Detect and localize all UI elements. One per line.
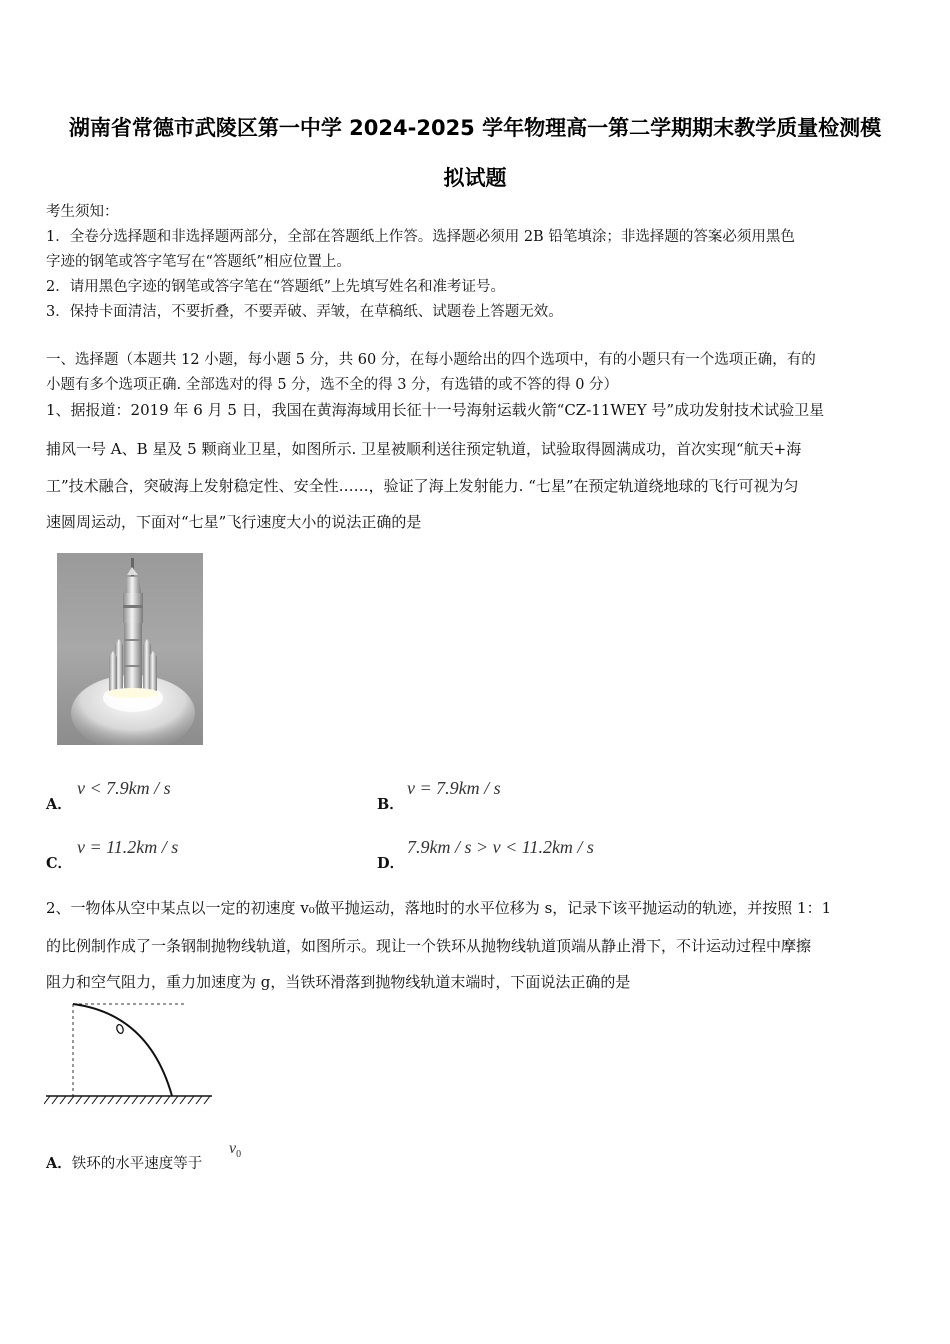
option-b-expression[interactable]: v = 7.9km / s: [407, 778, 501, 798]
option-c-letter: C．: [46, 855, 73, 872]
section-heading: 一、选择题（本题共 12 小题，每小题 5 分，共 60 分，在每小题给出的四个选项中，有的小题只有一个选项正确，有的: [46, 352, 816, 368]
section-heading: 小题有多个选项正确. 全部选对的得 5 分，选不全的得 3 分，有选错的或不答的得 0 分）: [46, 377, 619, 393]
rocket-launch-image: [57, 553, 203, 745]
notice-heading: 考生须知：: [46, 204, 119, 220]
velocity-symbol: v: [229, 1140, 237, 1157]
option-d-letter: D．: [377, 855, 405, 872]
q2-option-a-text: 铁环的水平速度等于: [71, 1156, 203, 1172]
question-1-text: 捕风一号 A、B 星及 5 颗商业卫星，如图所示. 卫星被顺利送往预定轨道，试验取得圆满成功，首次实现“航天+海: [46, 440, 802, 458]
notice-item: 1．全卷分选择题和非选择题两部分，全部在答题纸上作答。选择题必须用 2B 铅笔填涂；非选择题的答案必须用黑色: [46, 229, 795, 245]
question-1-text: 1、据报道：2019 年 6 月 5 日，我国在黄海海域用长征十一号海射运载火箭“CZ-11WEY 号”成功发射技术试验卫星: [46, 401, 825, 419]
question-2-text: 阻力和空气阻力，重力加速度为 g，当铁环滑落到抛物线轨道末端时，下面说法正确的是: [46, 973, 631, 991]
document-title-line-2: 拟试题: [443, 166, 507, 190]
option-c-expression[interactable]: v = 11.2km / s: [77, 837, 179, 857]
q2-option-a-letter: A．: [46, 1155, 72, 1172]
option-a-letter: A．: [46, 796, 72, 813]
q2-option-a[interactable]: [46, 1152, 202, 1173]
notice-item: 3．保持卡面清洁，不要折叠，不要弄破、弄皱，在草稿纸、试题卷上答题无效。: [46, 304, 563, 320]
option-d-expression[interactable]: 7.9km / s > v < 11.2km / s: [407, 837, 594, 857]
question-2-text: 的比例制作成了一条钢制抛物线轨道，如图所示。现让一个铁环从抛物线轨道顶端从静止滑下，不计运动过程中摩擦: [46, 937, 812, 955]
question-1-text: 速圆周运动，下面对“七星”飞行速度大小的说法正确的是: [46, 513, 422, 531]
question-1-text: 工”技术融合，突破海上发射稳定性、安全性……，验证了海上发射能力. “七星”在预定轨道绕地球的飞行可视为匀: [46, 477, 799, 495]
option-b-letter: B．: [377, 796, 404, 813]
q2-option-a-symbol: [229, 1140, 241, 1160]
document-title-line-1: 湖南省常德市武陵区第一中学 2024-2025 学年物理高一第二学期期末教学质量检测模: [68, 116, 882, 140]
velocity-subscript: 0: [236, 1149, 242, 1161]
notice-item: 2．请用黑色字迹的钢笔或答字笔在“答题纸”上先填写姓名和准考证号。: [46, 279, 506, 295]
option-a-expression[interactable]: v < 7.9km / s: [77, 778, 171, 798]
notice-item: 字迹的钢笔或答字笔写在“答题纸”相应位置上。: [46, 254, 351, 270]
parabolic-track-diagram: [44, 1000, 214, 1112]
question-2-text: 2、一物体从空中某点以一定的初速度 v₀做平抛运动，落地时的水平位移为 s，记录下该平抛运动的轨迹，并按照 1：1: [46, 899, 832, 917]
